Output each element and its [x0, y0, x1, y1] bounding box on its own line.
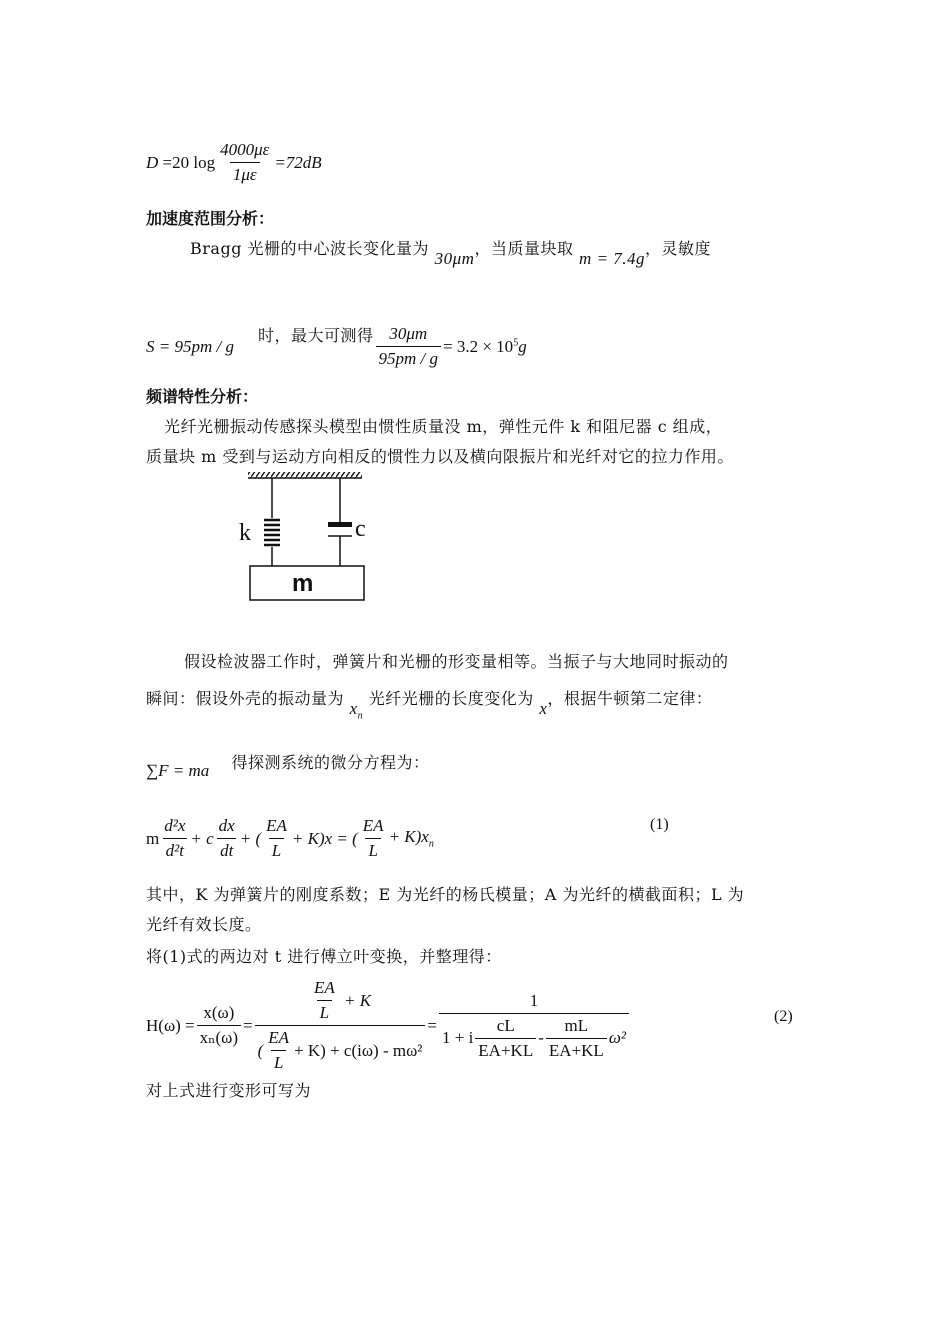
assumption-line1: 假设检波器工作时，弹簧片和光栅的形变量相等。当振子与大地同时振动的: [184, 652, 729, 671]
accel-paragraph-line2: S = 95pm / g 时，最大可测得 $\frac{30\mu m}{95pm / g}$ = $3.2 \times 10^5g$: [146, 324, 527, 368]
definitions-line2: 光纤有效长度。: [146, 915, 262, 934]
damper: [328, 478, 352, 566]
definitions-line1: 其中，K 为弹簧片的刚度系数；E 为光纤的杨氏模量；A 为光纤的横截面积；L 为: [146, 885, 745, 904]
closing-line: 对上式进行变形可写为: [146, 1081, 312, 1100]
equation-dynamic-range: D =20 log $\frac{4000\mu\varepsilon}{1\mu\varepsilon}$ =72dB: [146, 140, 322, 184]
equation-2-number: (2): [774, 1008, 793, 1025]
equation-1: m $\frac{\text{d²x}}{\text{d²t}}$ + c $\frac{dx}{dt}$ + ( $\frac{EA}{L}$ + K)x = ( $\frac{EA}{L}$ + $K)x_n$: [146, 816, 434, 860]
accel-paragraph-line1: Bragg 光栅的中心波长变化量为 30μm，当质量块取 m = 7.4g，灵敏度: [190, 239, 712, 268]
spectrum-paragraph-line1: 光纤光栅振动传感探头模型由惯性质量没 m，弹性元件 k 和阻尼器 c 组成，: [164, 417, 723, 436]
assumption-line2: 瞬间：假设外壳的振动量为 $x_n$ 光纤光栅的长度变化为 x，根据牛顿第二定律：: [146, 689, 713, 722]
section-heading-acceleration: 加速度范围分析：: [146, 209, 275, 228]
spectrum-paragraph-line2: 质量块 m 受到与运动方向相反的惯性力以及横向限振片和光纤对它的拉力作用。: [146, 447, 734, 466]
fourier-transform-line: 将(1)式的两边对 t 进行傅立叶变换，并整理得：: [146, 947, 502, 966]
spring: [264, 478, 280, 566]
newton-law-line: ∑F = ma 得探测系统的微分方程为：: [146, 753, 430, 780]
mass-label: m: [292, 570, 314, 597]
section-heading-spectrum: 频谱特性分析：: [146, 387, 259, 406]
equation-2: H(ω) = $\frac{x(\omega)}{\text{xₙ(ω)}}$ = $\frac{EA}{L}$ + K ( $\frac{EA}{L}$ + K) + c(iω) - mω² = 1 1 + i $\frac{cL}{EA+KL}$ - $\frac{mL}{EA+KL}$ ω²: [146, 978, 631, 1073]
damper-label: c: [355, 516, 366, 542]
equation-1-number: (1): [650, 816, 669, 833]
spring-label: k: [239, 520, 251, 546]
mass-spring-damper-diagram: [236, 470, 376, 605]
newton-second-law: ∑F = ma: [146, 761, 210, 780]
ceiling-hatch: [248, 472, 362, 478]
